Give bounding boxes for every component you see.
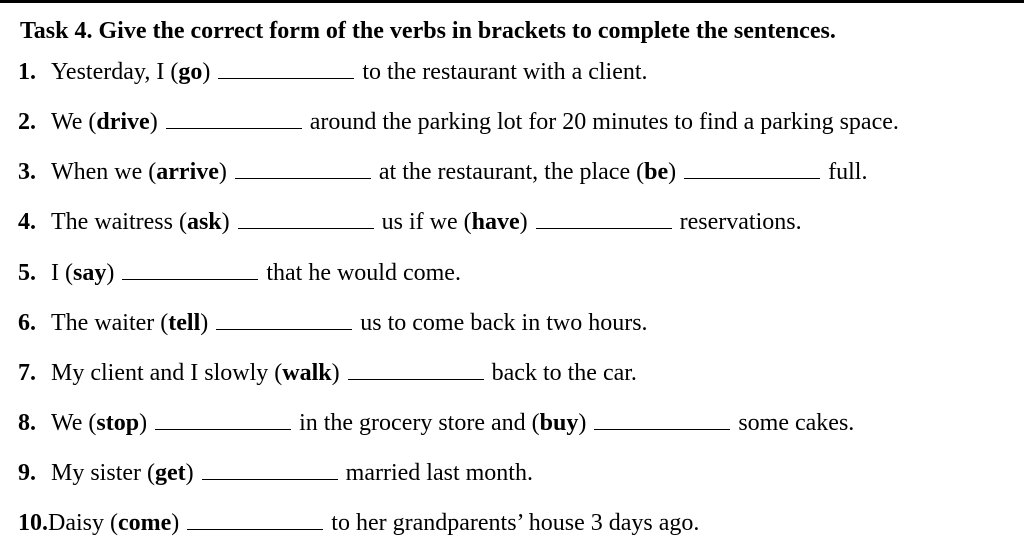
answer-blank[interactable]: [218, 58, 354, 79]
verb-prompt: drive: [96, 109, 150, 135]
sentence-9: [18, 456, 533, 490]
text-segment: ): [171, 510, 186, 536]
text-segment: ): [578, 410, 593, 436]
text-segment: ): [149, 109, 164, 135]
text-segment: My sister (: [51, 460, 155, 486]
verb-prompt: have: [471, 209, 520, 235]
sentence-7: [18, 356, 637, 390]
verb-prompt: stop: [96, 410, 140, 436]
item-number: 9.: [18, 460, 36, 486]
verb-prompt: tell: [168, 310, 201, 336]
text-segment: When we (: [51, 159, 157, 185]
text-segment: us if we (: [375, 209, 472, 235]
sentence-8: [18, 406, 854, 440]
text-segment: ): [185, 460, 200, 486]
text-segment: We (: [51, 109, 97, 135]
answer-blank[interactable]: [202, 459, 338, 480]
text-segment: full.: [822, 159, 868, 185]
text-segment: ): [668, 159, 683, 185]
task-title: Task 4. Give the correct form of the verbs in brackets to complete the sentences.: [20, 18, 836, 44]
text-segment: around the parking lot for 20 minutes to find a parking space.: [303, 109, 899, 135]
verb-prompt: get: [155, 460, 186, 486]
top-border-rule: [0, 0, 1024, 3]
text-segment: The waiter (: [51, 310, 169, 336]
answer-blank[interactable]: [536, 208, 672, 229]
text-segment: married last month.: [339, 460, 533, 486]
verb-prompt: be: [644, 159, 669, 185]
text-segment: that he would come.: [260, 260, 461, 286]
answer-blank[interactable]: [166, 108, 302, 129]
item-number: 6.: [18, 310, 36, 336]
item-number: 5.: [18, 260, 36, 286]
text-segment: Daisy (: [48, 510, 118, 536]
sentence-5: [18, 256, 461, 290]
verb-prompt: walk: [282, 360, 332, 386]
text-segment: My client and I slowly (: [51, 360, 283, 386]
text-segment: ): [519, 209, 534, 235]
text-segment: ): [139, 410, 154, 436]
answer-blank[interactable]: [238, 208, 374, 229]
text-segment: some cakes.: [732, 410, 855, 436]
item-number: 10.: [18, 510, 48, 536]
verb-prompt: buy: [539, 410, 579, 436]
verb-prompt: say: [72, 260, 107, 286]
text-segment: Yesterday, I (: [51, 59, 179, 85]
item-number: 3.: [18, 159, 36, 185]
text-segment: I (: [51, 260, 73, 286]
text-segment: ): [221, 209, 236, 235]
answer-blank[interactable]: [348, 359, 484, 380]
answer-blank[interactable]: [187, 509, 323, 530]
sentence-10: [18, 506, 699, 540]
item-number: 1.: [18, 59, 36, 85]
answer-blank[interactable]: [122, 259, 258, 280]
text-segment: back to the car.: [485, 360, 637, 386]
answer-blank[interactable]: [684, 158, 820, 179]
answer-blank[interactable]: [216, 309, 352, 330]
verb-prompt: arrive: [156, 159, 219, 185]
answer-blank[interactable]: [594, 409, 730, 430]
text-segment: ): [218, 159, 233, 185]
item-number: 2.: [18, 109, 36, 135]
text-segment: reservations.: [673, 209, 802, 235]
sentence-1: [18, 55, 648, 89]
text-segment: in the grocery store and (: [293, 410, 540, 436]
sentence-2: [18, 105, 899, 139]
text-segment: ): [200, 310, 215, 336]
answer-blank[interactable]: [235, 158, 371, 179]
text-segment: to her grandparents’ house 3 days ago.: [325, 510, 700, 536]
sentence-4: [18, 205, 802, 239]
text-segment: at the restaurant, the place (: [372, 159, 645, 185]
verb-prompt: go: [178, 59, 203, 85]
text-segment: ): [202, 59, 217, 85]
text-segment: ): [331, 360, 346, 386]
sentence-3: [18, 155, 867, 189]
item-number: 4.: [18, 209, 36, 235]
text-segment: We (: [51, 410, 97, 436]
sentence-6: [18, 306, 648, 340]
text-segment: The waitress (: [51, 209, 187, 235]
verb-prompt: come: [117, 510, 172, 536]
item-number: 8.: [18, 410, 36, 436]
answer-blank[interactable]: [155, 409, 291, 430]
verb-prompt: ask: [186, 209, 222, 235]
item-number: 7.: [18, 360, 36, 386]
text-segment: to the restaurant with a client.: [356, 59, 648, 85]
text-segment: us to come back in two hours.: [354, 310, 648, 336]
text-segment: ): [106, 260, 121, 286]
